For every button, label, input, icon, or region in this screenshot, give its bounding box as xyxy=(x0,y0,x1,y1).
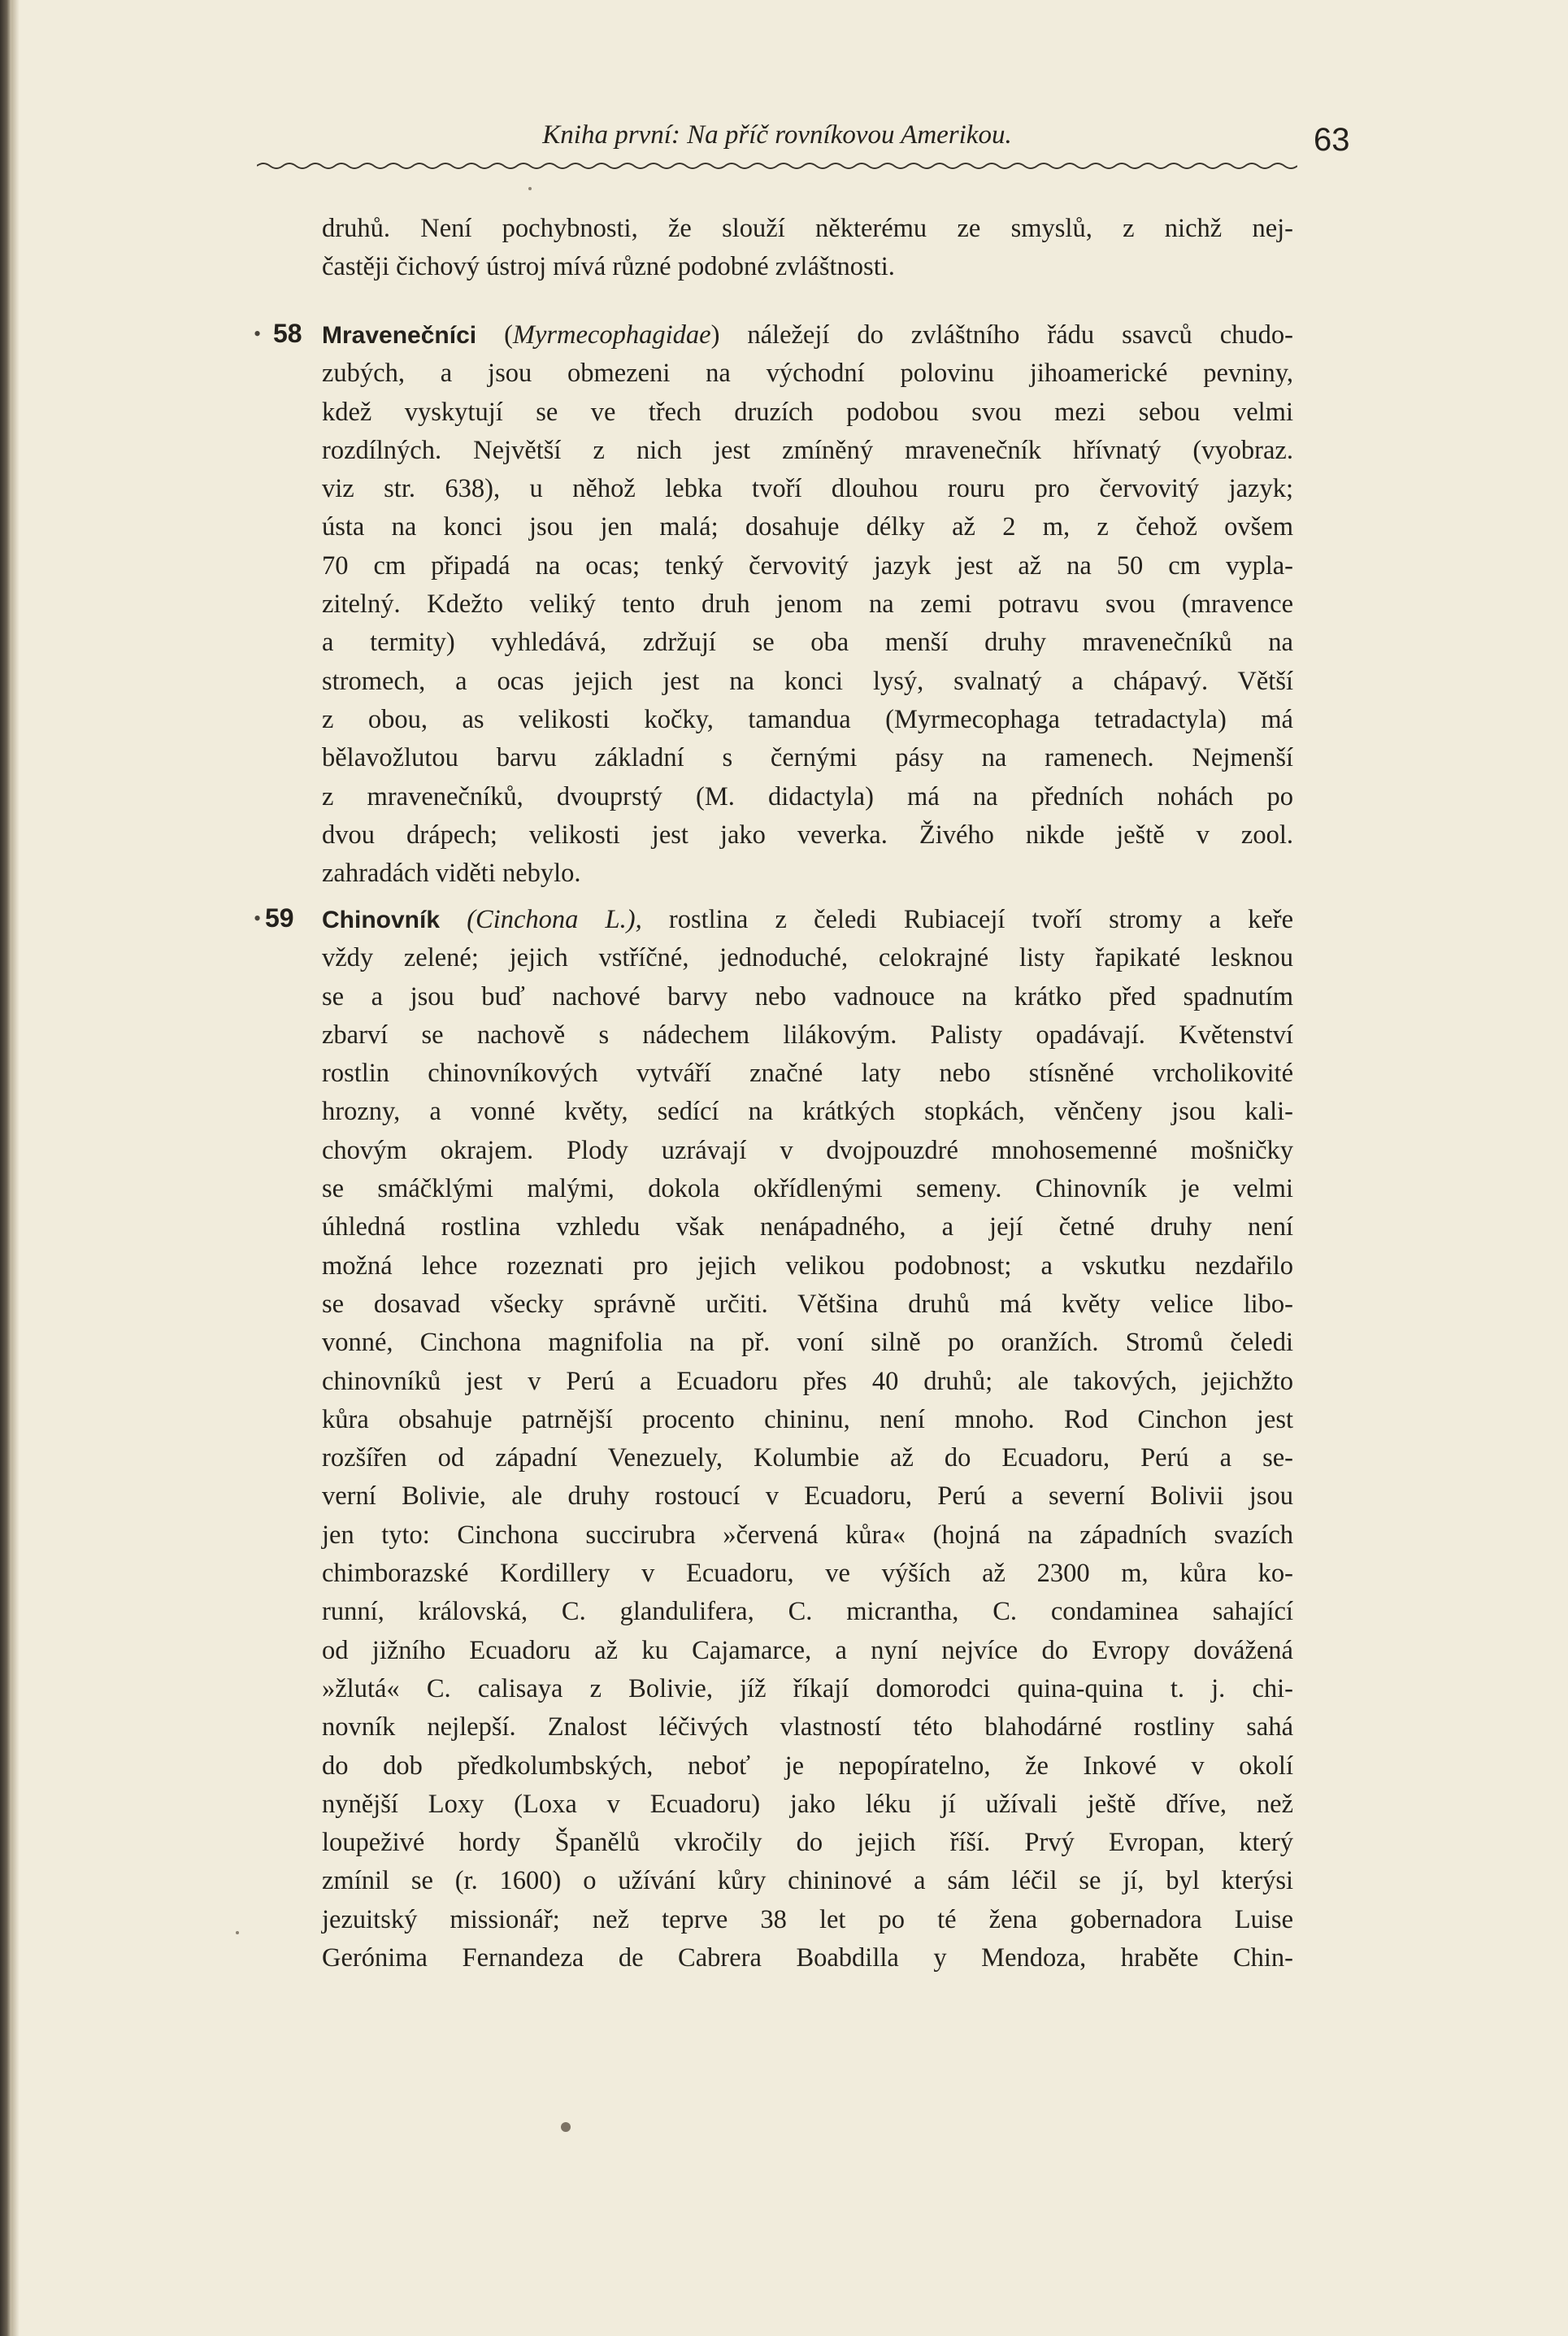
text-line: zitelný. Kdežto veliký tento druh jenom na zemi potravu svou (mravence xyxy=(322,589,1293,620)
book-spine xyxy=(0,0,11,2336)
text-line: častěji čichový ústroj mívá různé podobné zvláštnosti. xyxy=(322,252,895,282)
page-gutter xyxy=(11,0,20,2336)
entry-first-line xyxy=(322,901,1293,939)
text-line: chimborazské Kordillery v Ecuadoru, ve výších až 2300 m, kůra ko- xyxy=(322,1559,1293,1589)
text-line: Gerónima Fernandeza de Cabrera Boabdilla y Mendoza, hraběte Chin- xyxy=(322,1943,1293,1973)
text-line: bělavožlutou barvu základní s černými pásy na ramenech. Nejmenší xyxy=(322,743,1293,773)
ink-speck xyxy=(236,1931,239,1934)
text-line: chinovníků jest v Perú a Ecuadoru přes 40 druhů; ale takových, jejichžto xyxy=(322,1366,1293,1396)
text-line: zubých, a jsou obmezeni na východní polovinu jihoamerické pevniny, xyxy=(322,359,1293,389)
entry-keyword: Chinovník xyxy=(322,907,441,933)
text-line: a termity) vyhledává, zdržují se oba menší druhy mravenečníků na xyxy=(322,628,1293,658)
text-line: hrozny, a vonné květy, sedící na krátkých stopkách, věnčeny jsou kali- xyxy=(322,1097,1293,1127)
text-line: z mravenečníků, dvouprstý (M. didactyla) má na předních nohách po xyxy=(322,781,1293,811)
text-line: kůra obsahuje patrnější procento chininu, není mnoho. Rod Cinchon jest xyxy=(322,1404,1293,1434)
text-line: dvou drápech; velikosti jest jako veverka. Živého nikde ještě v zool. xyxy=(322,820,1293,850)
ink-spot xyxy=(561,2122,571,2132)
text-line: nynější Loxy (Loxa v Ecuadoru) jako léku jí užívali ještě dříve, než xyxy=(322,1789,1293,1819)
latin-name: (Cinchona L.), xyxy=(467,905,642,934)
running-title: Kniha první: Na příč rovníkovou Amerikou. xyxy=(542,120,1012,150)
text-line: rozdílných. Největší z nich jest zmíněný mravenečník hřívnatý (vyobraz. xyxy=(322,435,1293,465)
entry-59-paragraph xyxy=(322,901,1293,1977)
text-line: novník nejlepší. Znalost léčivých vlastností této blahodárné rostliny sahá xyxy=(322,1712,1293,1742)
text-line: se smáčklými malými, dokola okřídlenými semeny. Chinovník je velmi xyxy=(322,1174,1293,1204)
text-line: zbarví se nachově s nádechem lilákovým. Palisty opadávají. Květenství xyxy=(322,1020,1293,1050)
text-line: loupeživé hordy Španělů vkročily do jejich říší. Prvý Evropan, který xyxy=(322,1828,1293,1858)
text-line: možná lehce rozeznati pro jejich velikou podobnost; a vskutku nezdařilo xyxy=(322,1251,1293,1281)
text-line: zahradách viděti nebylo. xyxy=(322,859,581,889)
entry-58-paragraph xyxy=(322,316,1293,893)
text-line: runní, královská, C. glandulifera, C. micrantha, C. condaminea sahající xyxy=(322,1597,1293,1627)
text-line: úhledná rostlina vzhledu však nenápadného, a její četné druhy není xyxy=(322,1212,1293,1242)
text-line: 70 cm připadá na ocas; tenký červovitý jazyk jest až na 50 cm vypla- xyxy=(322,550,1293,581)
text-line: se a jsou buď nachové barvy nebo vadnouce na krátko před spadnutím xyxy=(322,981,1293,1011)
text-line: jezuitský missionář; než teprve 38 let po té žena gobernadora Luise xyxy=(322,1904,1293,1934)
text-line: rostlin chinovníkových vytváří značné laty nebo stísněné vrcholikovité xyxy=(322,1059,1293,1089)
margin-bullet: • xyxy=(254,907,262,930)
first-line-text: náležejí do zvláštního řádu ssavců chudo- xyxy=(747,320,1293,350)
intro-paragraph xyxy=(322,210,1293,287)
header-wavy-rule xyxy=(257,159,1297,172)
text-line: vždy zelené; jejich vstříčné, jednoduché, celokrajné listy řapikaté lesknou xyxy=(322,943,1293,973)
text-line: od jižního Ecuadoru až ku Cajamarce, a nyní nejvíce do Evropy dovážená xyxy=(322,1635,1293,1665)
latin-name: Myrmecophagidae xyxy=(512,320,711,350)
margin-bullet: • xyxy=(254,322,262,346)
text-line: verní Bolivie, ale druhy rostoucí v Ecuadoru, Perú a severní Bolivii jsou xyxy=(322,1481,1293,1512)
text-line: z obou, as velikosti kočky, tamandua (Myrmecophaga tetradactyla) má xyxy=(322,704,1293,734)
text-line: viz str. 638), u něhož lebka tvoří dlouhou rouru pro červovitý jazyk; xyxy=(322,474,1293,504)
entry-keyword: Mravenečníci xyxy=(322,322,477,349)
first-line-text: rostlina z čeledi Rubiacejí tvoří stromy a keře xyxy=(668,905,1294,934)
entry-first-line: Mravenečníci (Myrmecophagidae) náležejí do zvláštního řádu ssavců chudo- xyxy=(322,320,1293,350)
text-line: vonné, Cinchona magnifolia na př. voní silně po oranžích. Stromů čeledi xyxy=(322,1328,1293,1358)
text-line: zmínil se (r. 1600) o užívání kůry chininové a sám léčil se jí, byl kterýsi xyxy=(322,1866,1293,1896)
text-line: jen tyto: Cinchona succirubra »červená kůra« (hojná na západních svazích xyxy=(322,1520,1293,1550)
text-line: stromech, a ocas jejich jest na konci lysý, svalnatý a chápavý. Větší xyxy=(322,666,1293,696)
entry-number-59: 59 xyxy=(265,903,294,933)
text-line: se dosavad všecky správně určiti. Většina druhů má květy velice libo- xyxy=(322,1289,1293,1319)
text-line: ústa na konci jsou jen malá; dosahuje délky až 2 m, z čehož ovšem xyxy=(322,512,1293,542)
text-line: kdež vyskytují se ve třech druzích podobou svou mezi sebou velmi xyxy=(322,397,1293,427)
page-number: 63 xyxy=(1314,122,1350,158)
entry-number-58: 58 xyxy=(273,319,302,348)
text-line: druhů. Není pochybnosti, že slouží některému ze smyslů, z nichž nej- xyxy=(322,214,1293,243)
text-line: chovým okrajem. Plody uzrávají v dvojpouzdré mnohosemenné mošničky xyxy=(322,1135,1293,1165)
text-line: rozšířen od západní Venezuely, Kolumbie až do Ecuadoru, Perú a se- xyxy=(322,1443,1293,1473)
text-line: »žlutá« C. calisaya z Bolivie, jíž říkají domorodci quina-quina t. j. chi- xyxy=(322,1673,1293,1703)
ink-speck xyxy=(528,187,532,190)
text-line: do dob předkolumbských, neboť je nepopíratelno, že Inkové v okolí xyxy=(322,1751,1293,1781)
